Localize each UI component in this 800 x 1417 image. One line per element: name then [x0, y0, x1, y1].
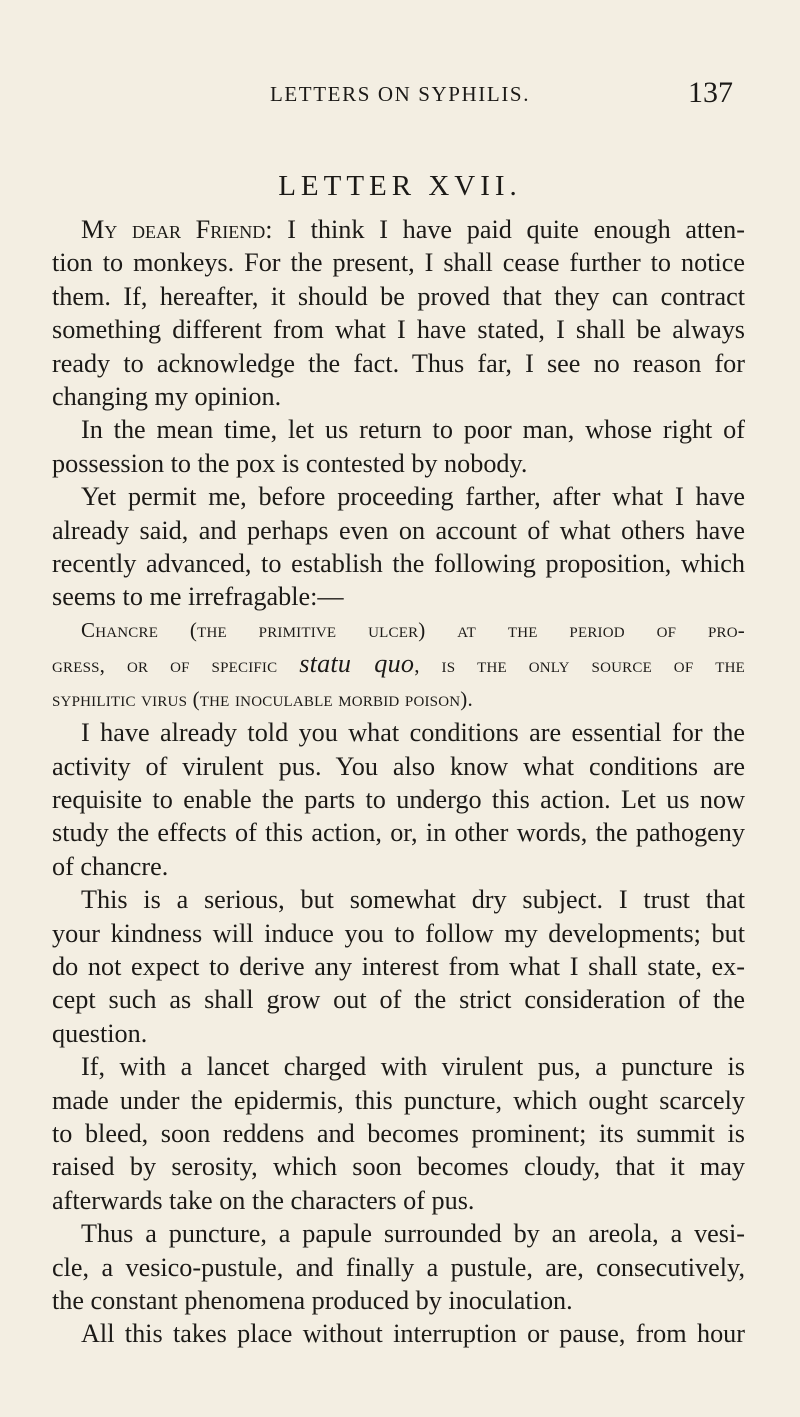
paragraph: [52, 213, 745, 413]
text-line: seems to me irrefragable:—: [52, 582, 344, 612]
text-line: changing my opinion.: [52, 382, 282, 412]
text-line: afterwards take on the characters of pus.: [52, 1185, 475, 1215]
text-line: tion to monkeys. For the present, I shall cease further to notice: [52, 248, 745, 278]
text-line: cept such as shall grow out of the strict consideration of the: [52, 985, 745, 1015]
paragraph: [52, 480, 745, 614]
text-line: question.: [52, 1018, 148, 1048]
paragraph: [52, 1317, 745, 1350]
text-line: If, with a lancet charged with virulent pus, a puncture is: [81, 1052, 745, 1082]
text-line: I have already told you what conditions are essential for the: [81, 718, 745, 748]
text-line: of chancre.: [52, 851, 169, 881]
running-title: LETTERS ON SYPHILIS.: [269, 82, 531, 106]
text-line: recently advanced, to establish the following proposition, which: [52, 549, 745, 579]
text-line: study the effects of this action, or, in other words, the pathogeny: [52, 818, 745, 848]
text-line: your kindness will induce you to follow my developments; but: [52, 918, 745, 948]
text-line: Thus a puncture, a papule surrounded by an areola, a vesi-: [81, 1219, 745, 1249]
text-line: [52, 647, 745, 682]
text-line: already said, and perhaps even on account of what others have: [52, 515, 745, 545]
body-text: [52, 213, 745, 1351]
text-line: [52, 213, 745, 246]
paragraph: [52, 716, 745, 883]
paragraph: [52, 1217, 745, 1317]
text-line: This is a serious, but somewhat dry subject. I trust that: [81, 885, 745, 915]
text-fragment: I think I have paid quite enough atten-: [287, 215, 745, 244]
text-line: raised by serosity, which soon becomes cloudy, that it may: [52, 1152, 745, 1182]
text-line: All this takes place without interruption or pause, from hour: [81, 1319, 745, 1349]
text-line: the constant phenomena produced by inoculation.: [52, 1286, 573, 1315]
letter-heading: LETTER XVII.: [278, 170, 522, 202]
text-line: possession to the pox is contested by nobody.: [52, 448, 528, 478]
proposition: [52, 614, 745, 716]
text-line: syphilitic virus (the inoculable morbid poison).: [52, 686, 473, 711]
text-line: do not expect to derive any interest from what I shall state, ex-: [52, 951, 745, 981]
text-line: cle, a vesico-pustule, and finally a pustule, are, consecutively,: [52, 1252, 745, 1282]
text-line: ready to acknowledge the fact. Thus far, I see no reason for: [52, 348, 745, 378]
text-line: In the mean time, let us return to poor man, whose right of: [81, 415, 745, 445]
paragraph: [52, 883, 745, 1050]
text-fragment: , is the only source of the: [414, 653, 745, 678]
paragraph: [52, 413, 745, 480]
latin-phrase: statu quo: [299, 649, 415, 679]
text-line: made under the epidermis, this puncture, which ought scarcely: [52, 1085, 745, 1115]
text-line: requisite to enable the parts to undergo this action. Let us now: [52, 784, 745, 814]
text-line: Yet permit me, before proceeding farther, after what I have: [81, 482, 745, 512]
paragraph: [52, 1050, 745, 1217]
page-number: 137: [688, 76, 733, 109]
text-line: activity of virulent pus. You also know what conditions are: [52, 751, 745, 781]
salutation: My dear Friend:: [81, 215, 273, 244]
text-line: something different from what I have stated, I shall be always: [52, 315, 745, 345]
text-line: Chancre (the primitive ulcer) at the period of pro-: [81, 617, 745, 642]
text-line: them. If, hereafter, it should be proved that they can contract: [52, 281, 745, 311]
text-fragment: gress, or of specific: [52, 653, 300, 678]
running-head: [0, 76, 800, 114]
text-line: to bleed, soon reddens and becomes prominent; its summit is: [52, 1118, 745, 1148]
